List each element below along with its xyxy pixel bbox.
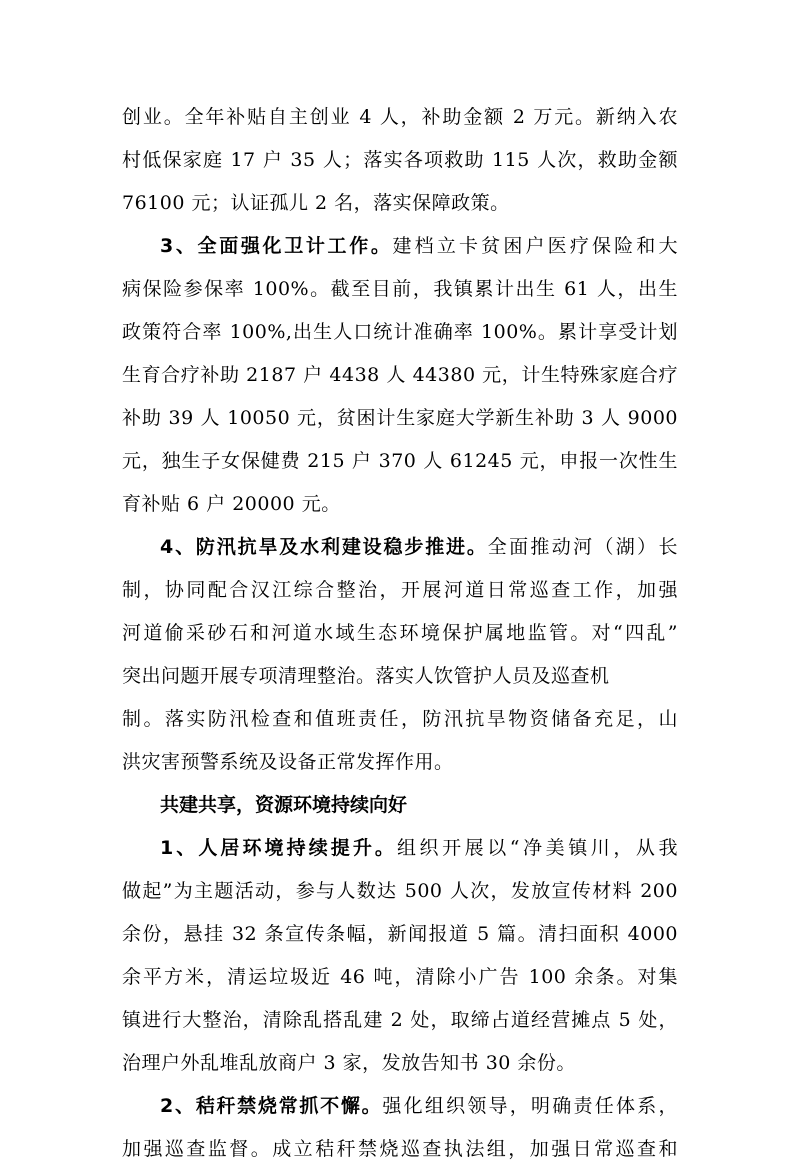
paragraph-first-line bbox=[122, 1089, 678, 1123]
body-line: 病保险参保率 100%。截至目前，我镇累计出生 61 人，出生 bbox=[122, 278, 678, 300]
body-line: 洪灾害预警系统及设备正常发挥作用。 bbox=[122, 751, 454, 773]
body-line: 育补贴 6 户 20000 元。 bbox=[122, 493, 341, 515]
body-line: 余平方米，清运垃圾近 46 吨，清除小广告 100 余条。对集 bbox=[122, 966, 678, 988]
body-text: 建档立卡贫困户医疗保险和大 bbox=[392, 235, 678, 257]
body-text: 组织开展以“净美镇川，从我 bbox=[396, 837, 678, 859]
body-line: 加强巡查监督。成立秸秆禁烧巡查执法组，加强日常巡查和 bbox=[122, 1138, 678, 1160]
subsection-title: 共建共享，资源环境持续向好 bbox=[160, 794, 408, 816]
body-line: 76100 元；认证孤儿 2 名，落实保障政策。 bbox=[122, 192, 510, 214]
section-heading: 4、防汛抗旱及水利建设稳步推进。 bbox=[160, 536, 488, 558]
body-line: 镇进行大整治，清除乱搭乱建 2 处，取缔占道经营摊点 5 处， bbox=[122, 1009, 678, 1031]
body-line: 河道偷采砂石和河道水域生态环境保护属地监管。对“四乱” bbox=[122, 622, 678, 644]
section-heading: 2、秸秆禁烧常抓不懈。 bbox=[160, 1095, 383, 1117]
paragraph-first-line bbox=[122, 530, 678, 564]
body-line: 制，协同配合汉江综合整治，开展河道日常巡查工作，加强 bbox=[122, 579, 678, 601]
body-text: 全面推动河（湖）长 bbox=[487, 536, 678, 558]
body-line: 补助 39 人 10050 元，贫困计生家庭大学新生补助 3 人 9000 bbox=[122, 407, 678, 429]
paragraph-first-line bbox=[122, 831, 678, 865]
body-line: 治理户外乱堆乱放商户 3 家，发放告知书 30 余份。 bbox=[122, 1052, 576, 1074]
body-line: 创业。全年补贴自主创业 4 人，补助金额 2 万元。新纳入农 bbox=[122, 106, 678, 128]
body-line: 做起”为主题活动，参与人数达 500 人次，发放宣传材料 200 bbox=[122, 880, 678, 902]
body-line: 村低保家庭 17 户 35 人；落实各项救助 115 人次，救助金额 bbox=[122, 149, 678, 171]
section-heading: 1、人居环境持续提升。 bbox=[160, 837, 397, 859]
body-text: 强化组织领导，明确责任体系， bbox=[382, 1095, 678, 1117]
body-line: 余份，悬挂 32 条宣传条幅，新闻报道 5 篇。清扫面积 4000 bbox=[122, 923, 678, 945]
paragraph-first-line bbox=[122, 229, 678, 263]
body-line: 政策符合率 100%,出生人口统计准确率 100%。累计享受计划 bbox=[122, 321, 678, 343]
body-line: 元，独生子女保健费 215 户 370 人 61245 元，申报一次性生 bbox=[122, 450, 678, 472]
body-line: 生育合疗补助 2187 户 4438 人 44380 元，计生特殊家庭合疗 bbox=[122, 364, 678, 386]
section-heading: 3、全面强化卫计工作。 bbox=[160, 235, 393, 257]
body-line: 突出问题开展专项清理整治。落实人饮管护人员及巡查机 bbox=[122, 665, 610, 687]
body-line: 制。落实防汛检查和值班责任，防汛抗旱物资储备充足，山 bbox=[122, 708, 678, 730]
